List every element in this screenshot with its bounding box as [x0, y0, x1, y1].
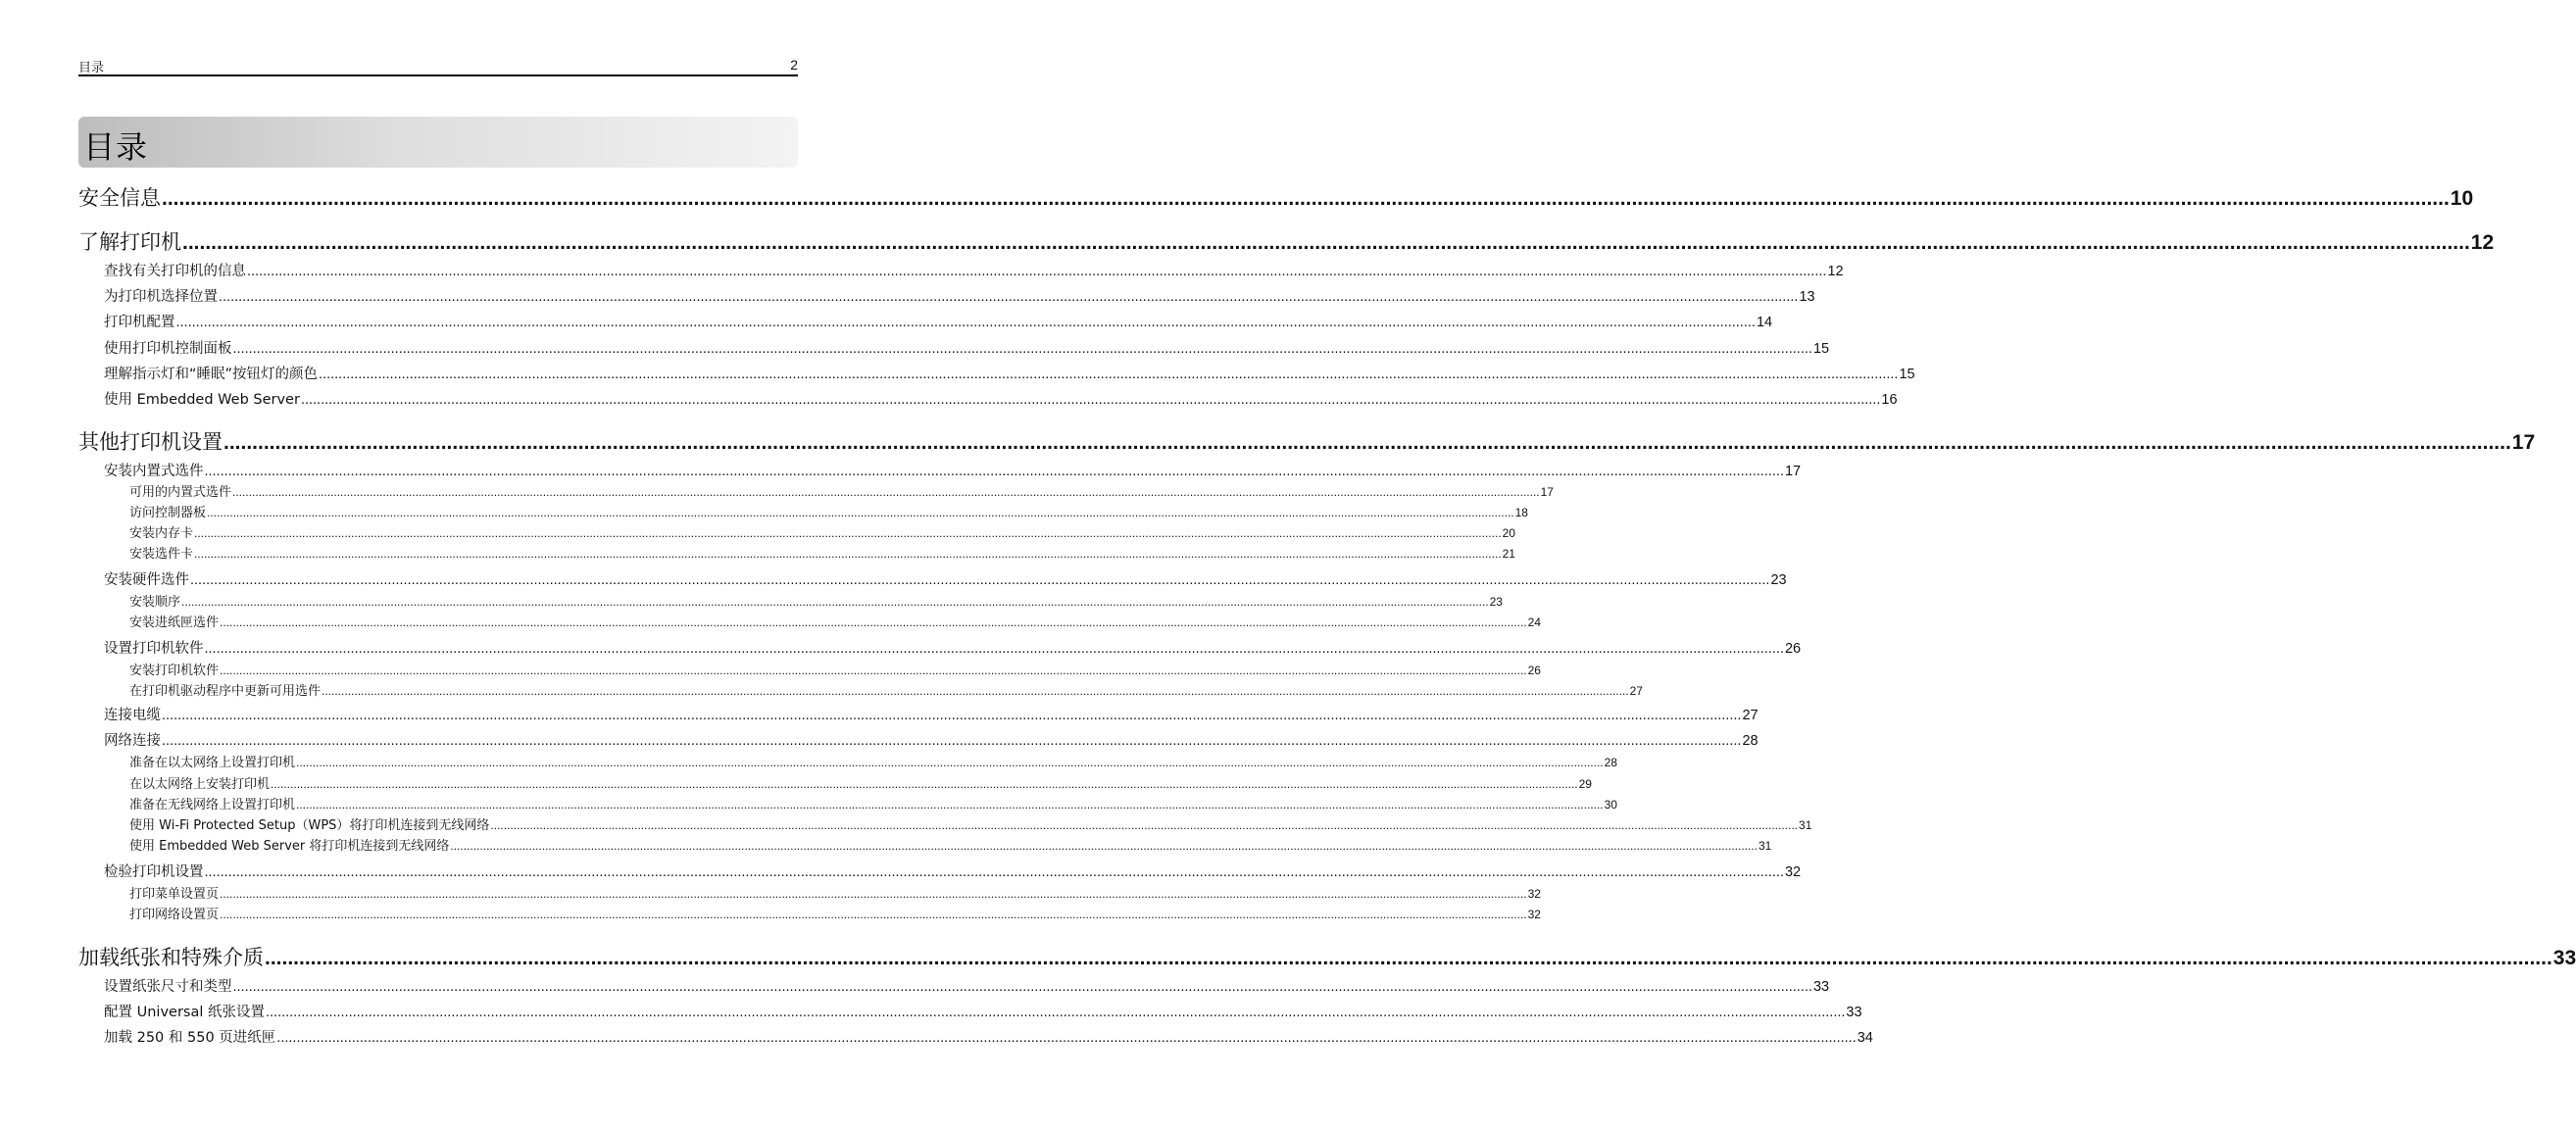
toc-entry[interactable] [104, 861, 1802, 881]
toc-leader-dots: ................................................................................................................................................................................................................................................................................................................................................................................................................ [232, 341, 1812, 357]
toc-leader-dots: ................................................................................................................................................................................................................................................................................................................................................................................................................ [162, 187, 2450, 210]
toc-entry-title: 在打印机驱动程序中更新可用选件 [129, 684, 322, 699]
toc-leader-dots: ................................................................................................................................................................................................................................................................................................................................................................................................................ [276, 1030, 1857, 1046]
toc-leader-dots: ................................................................................................................................................................................................................................................................................................................................................................................................................ [271, 777, 1578, 791]
toc-entry-title: 检验打印机设置 [104, 864, 204, 880]
toc-leader-dots: ................................................................................................................................................................................................................................................................................................................................................................................................................ [450, 839, 1758, 853]
toc-entry-page: 33 [1812, 979, 1830, 995]
toc-entry-page: 15 [1899, 367, 1915, 382]
toc-entry-title: 安全信息 [78, 186, 161, 210]
toc-entry[interactable] [129, 883, 1541, 902]
toc-entry[interactable] [104, 975, 1830, 996]
toc-entry[interactable] [129, 481, 1554, 500]
toc-entry-title: 安装进纸匣选件 [129, 615, 220, 630]
toc-leader-dots: ................................................................................................................................................................................................................................................................................................................................................................................................................ [204, 864, 1784, 880]
toc-entry[interactable] [78, 182, 2474, 212]
toc-leader-dots: ................................................................................................................................................................................................................................................................................................................................................................................................................ [296, 798, 1604, 812]
header-section-label: 目录 [78, 61, 105, 75]
toc-leader-dots: ................................................................................................................................................................................................................................................................................................................................................................................................................ [265, 947, 2552, 969]
toc-leader-dots: ................................................................................................................................................................................................................................................................................................................................................................................................................ [223, 431, 2511, 454]
toc-entry-title: 了解打印机 [78, 230, 181, 254]
toc-leader-dots: ................................................................................................................................................................................................................................................................................................................................................................................................................ [190, 572, 1770, 588]
toc-entry[interactable] [104, 260, 1844, 280]
toc-entry-page: 21 [1502, 547, 1515, 561]
toc-leader-dots: ................................................................................................................................................................................................................................................................................................................................................................................................................ [204, 464, 1784, 479]
toc-entry[interactable] [129, 591, 1503, 610]
toc-entry-page: 23 [1489, 595, 1503, 609]
toc-entry[interactable] [129, 794, 1617, 812]
toc-leader-dots: ................................................................................................................................................................................................................................................................................................................................................................................................................ [194, 526, 1502, 540]
toc-entry[interactable] [104, 337, 1830, 358]
toc-entry-title: 准备在以太网络上设置打印机 [129, 756, 296, 770]
toc-entry-title: 在以太网络上安装打印机 [129, 777, 271, 792]
toc-entry-page: 13 [1799, 289, 1815, 305]
toc-entry[interactable] [129, 773, 1592, 792]
toc-entry-page: 33 [1846, 1005, 1862, 1020]
toc-entry-title: 设置打印机软件 [104, 641, 204, 657]
toc-leader-dots: ................................................................................................................................................................................................................................................................................................................................................................................................................ [232, 485, 1540, 499]
toc-entry-title: 安装内存卡 [129, 526, 194, 541]
toc-entry-page: 28 [1742, 733, 1759, 749]
toc-entry-page: 12 [1827, 264, 1844, 279]
toc-entry-title: 打印机配置 [104, 315, 175, 330]
toc-entry-page: 32 [1527, 908, 1541, 921]
toc-entry[interactable] [104, 388, 1898, 409]
toc-leader-dots: ................................................................................................................................................................................................................................................................................................................................................................................................................ [219, 289, 1799, 305]
toc-entry[interactable] [129, 752, 1617, 770]
toc-entry[interactable] [129, 680, 1643, 699]
toc-entry-page: 15 [1812, 341, 1830, 357]
toc-entry-title: 使用 Embedded Web Server [104, 392, 300, 408]
toc-entry-page: 30 [1604, 798, 1617, 812]
toc-entry-title: 打印网络设置页 [129, 908, 220, 922]
toc-leader-dots: ................................................................................................................................................................................................................................................................................................................................................................................................................ [296, 756, 1604, 769]
toc-entry[interactable] [129, 814, 1812, 833]
toc-entry[interactable] [129, 612, 1541, 630]
toc-entry-page: 23 [1770, 572, 1787, 588]
toc-entry-title: 理解指示灯和“睡眠”按钮灯的颜色 [104, 367, 319, 382]
toc-entry-title: 准备在无线网络上设置打印机 [129, 798, 296, 812]
toc-leader-dots: ................................................................................................................................................................................................................................................................................................................................................................................................................ [265, 1005, 1846, 1020]
toc-entry-page: 33 [2552, 947, 2576, 969]
toc-entry-page: 29 [1578, 777, 1592, 791]
toc-entry-title: 查找有关打印机的信息 [104, 264, 246, 279]
toc-entry-title: 安装硬件选件 [104, 572, 189, 588]
toc-entry-title: 配置 Universal 纸张设置 [104, 1005, 265, 1020]
toc-entry-page: 14 [1756, 315, 1773, 330]
toc-entry-title: 其他打印机设置 [78, 430, 223, 454]
page-title: 目录 [83, 128, 149, 166]
toc-entry-title: 为打印机选择位置 [104, 289, 218, 305]
toc-leader-dots: ................................................................................................................................................................................................................................................................................................................................................................................................................ [490, 818, 1799, 832]
toc-leader-dots: ................................................................................................................................................................................................................................................................................................................................................................................................................ [207, 506, 1514, 519]
toc-entry-page: 34 [1857, 1030, 1873, 1046]
header-page-number: 2 [790, 57, 798, 73]
toc-leader-dots: ................................................................................................................................................................................................................................................................................................................................................................................................................ [162, 733, 1742, 749]
toc-entry-page: 27 [1629, 684, 1643, 698]
toc-entry[interactable] [104, 460, 1802, 480]
toc-entry[interactable] [104, 1001, 1862, 1021]
toc-entry-page: 12 [2470, 231, 2495, 254]
toc-leader-dots: ................................................................................................................................................................................................................................................................................................................................................................................................................ [220, 887, 1527, 901]
toc-entry[interactable] [104, 363, 1915, 383]
toc-entry-title: 使用打印机控制面板 [104, 341, 232, 357]
toc-entry-title: 连接电缆 [104, 708, 161, 723]
toc-leader-dots: ................................................................................................................................................................................................................................................................................................................................................................................................................ [194, 547, 1502, 561]
toc-entry-page: 32 [1784, 864, 1802, 880]
toc-leader-dots: ................................................................................................................................................................................................................................................................................................................................................................................................................ [300, 392, 1881, 408]
toc-entry-page: 24 [1527, 615, 1541, 629]
toc-entry-page: 26 [1784, 641, 1802, 657]
toc-entry[interactable] [129, 502, 1528, 520]
toc-entry-page: 17 [1784, 464, 1802, 479]
toc-entry[interactable] [129, 660, 1541, 678]
toc-entry[interactable] [104, 285, 1815, 306]
toc-entry-title: 设置纸张尺寸和类型 [104, 979, 232, 995]
title-banner [78, 117, 798, 168]
toc-entry-page: 32 [1527, 887, 1541, 901]
toc-entry[interactable] [78, 426, 2536, 456]
toc-entry[interactable] [104, 311, 1773, 331]
toc-leader-dots: ................................................................................................................................................................................................................................................................................................................................................................................................................ [204, 641, 1784, 657]
toc-entry[interactable] [104, 729, 1759, 750]
toc-entry-page: 16 [1881, 392, 1898, 408]
toc-entry-title: 安装打印机软件 [129, 664, 220, 678]
toc-entry[interactable] [129, 522, 1515, 541]
toc-entry-title: 加载 250 和 550 页进纸匣 [104, 1030, 276, 1046]
toc-leader-dots: ................................................................................................................................................................................................................................................................................................................................................................................................................ [319, 367, 1899, 382]
toc-entry[interactable] [104, 1026, 1873, 1047]
toc-leader-dots: ................................................................................................................................................................................................................................................................................................................................................................................................................ [220, 615, 1527, 629]
toc-entry-page: 31 [1758, 839, 1772, 853]
toc-entry[interactable] [129, 543, 1515, 562]
toc-leader-dots: ................................................................................................................................................................................................................................................................................................................................................................................................................ [220, 664, 1527, 677]
toc-entry[interactable] [78, 226, 2495, 256]
toc-entry[interactable] [129, 904, 1541, 922]
toc-entry-title: 使用 Embedded Web Server 将打印机连接到无线网络 [129, 839, 450, 854]
toc-entry-title: 安装顺序 [129, 595, 181, 610]
toc-entry-page: 31 [1799, 818, 1812, 832]
toc-entry-page: 17 [1540, 485, 1554, 499]
toc-entry-title: 可用的内置式选件 [129, 485, 232, 500]
toc-entry-title: 打印菜单设置页 [129, 887, 220, 902]
toc-leader-dots: ................................................................................................................................................................................................................................................................................................................................................................................................................ [220, 908, 1527, 921]
toc-leader-dots: ................................................................................................................................................................................................................................................................................................................................................................................................................ [175, 315, 1756, 330]
toc-leader-dots: ................................................................................................................................................................................................................................................................................................................................................................................................................ [182, 231, 2470, 254]
toc-entry-title: 安装选件卡 [129, 547, 194, 562]
toc-entry-title: 使用 Wi-Fi Protected Setup（WPS）将打印机连接到无线网络 [129, 818, 490, 833]
toc-entry-title: 加载纸张和特殊介质 [78, 946, 264, 969]
toc-entry[interactable] [104, 568, 1787, 589]
toc-entry[interactable] [129, 835, 1772, 854]
toc-entry-page: 20 [1502, 526, 1515, 540]
toc-leader-dots: ................................................................................................................................................................................................................................................................................................................................................................................................................ [162, 708, 1742, 723]
toc-entry-title: 网络连接 [104, 733, 161, 749]
running-header [78, 57, 798, 76]
toc-entry-page: 27 [1742, 708, 1759, 723]
toc-entry-title: 访问控制器板 [129, 506, 207, 520]
toc-leader-dots: ................................................................................................................................................................................................................................................................................................................................................................................................................ [232, 979, 1812, 995]
toc-entry-page: 28 [1604, 756, 1617, 769]
toc-leader-dots: ................................................................................................................................................................................................................................................................................................................................................................................................................ [322, 684, 1629, 698]
toc-entry[interactable] [104, 704, 1759, 724]
toc-leader-dots: ................................................................................................................................................................................................................................................................................................................................................................................................................ [247, 264, 1827, 279]
toc-entry-page: 18 [1514, 506, 1528, 519]
toc-entry-page: 26 [1527, 664, 1541, 677]
toc-entry[interactable] [104, 637, 1802, 658]
toc-entry-page: 10 [2450, 187, 2474, 210]
toc-leader-dots: ................................................................................................................................................................................................................................................................................................................................................................................................................ [181, 595, 1489, 609]
toc-entry[interactable] [78, 942, 2576, 971]
toc-entry-title: 安装内置式选件 [104, 464, 204, 479]
toc-entry-page: 17 [2511, 431, 2536, 454]
